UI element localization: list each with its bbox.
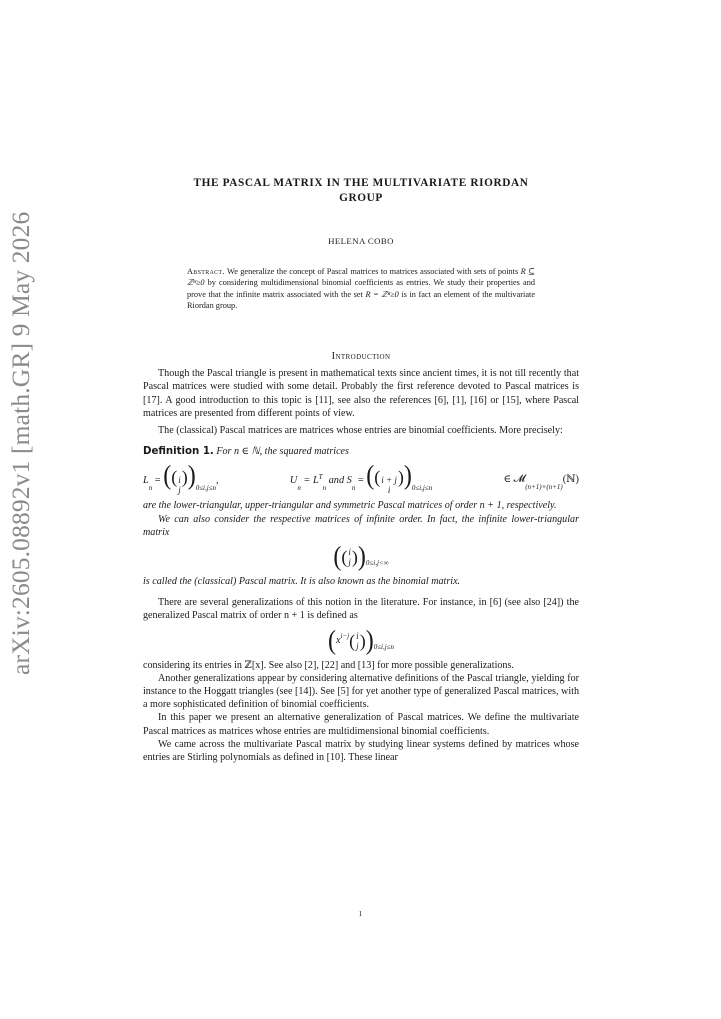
abstract-math-1: R ⊆ ℤⁿ≥0: [187, 267, 535, 288]
title-line-1: THE PASCAL MATRIX IN THE MULTIVARIATE RIORDAN: [193, 177, 529, 189]
abstract-text-3: is in fact an element of the multivariate Riordan group.: [187, 289, 535, 310]
paragraph-1: Though the Pascal triangle is present in mathematical texts since ancient times, it is not till recently that Pascal matrices were studied with some detail. Probably the first reference devoted to Pascal matrices is [17]. A good introduction to this topic is [11], see also the references [6], [1], [16] or [15], where Pascal matrices are presented from different points of view.: [143, 368, 579, 419]
abstract-text-1: We generalize the concept of Pascal matrices to matrices associated with sets of points: [227, 267, 519, 277]
after-formula-text: are the lower-triangular, upper-triangular and symmetric Pascal matrices of order n + 1, respectively.: [143, 500, 557, 512]
after-infinite-text: is called the (classical) Pascal matrix. It is also known as the binomial matrix.: [143, 576, 461, 588]
generalized-pascal-formula: ( x i−j ( i j ) ) 0≤i,j≤n: [327, 625, 395, 656]
paper-page: [143, 176, 579, 764]
definition-1: [143, 445, 579, 458]
abstract-math-2: R = ℤⁿ≥0: [365, 289, 399, 299]
author-name: HELENA COBO: [328, 236, 394, 246]
paragraph-4: There are several generalizations of this notion in the literature. For instance, in [6] (see also [24]) the generalized Pascal matrix of order n + 1 is defined as: [143, 597, 579, 622]
formula-member: ∈ 𝓜$_{(n+1)\times(n+1)}$(ℕ): [503, 473, 579, 491]
pascal-matrices-formula: [143, 461, 579, 496]
paragraph-3: We can also consider the respective matrices of infinite order. In fact, the infinite lower-triangular matrix: [143, 513, 579, 538]
section-heading-introduction: Introduction: [331, 351, 391, 363]
arxiv-identifier-stamp: arXiv:2605.08892v1 [math.GR] 9 May 2026: [6, 211, 35, 675]
definition-label: Definition 1.: [143, 446, 214, 458]
paragraph-6: Another generalizations appear by considering alternative definitions of the Pascal triangle, yielding for instance to the Hoggatt triangles (see [14]). See [5] for yet another type of generalized Pascal matrices, with a more sophisticated definition of binomial coefficients.: [143, 672, 579, 711]
formula-U: $U_n = L^T_n$ and $S_n$ = (( i + j i ))$_{0\le i,j\le n}$: [289, 461, 433, 496]
paragraph-7: In this paper we present an alternative generalization of Pascal matrices. We define the multivariate Pascal matrices as matrices whose entries are multidimensional binomial coefficients.: [143, 712, 579, 737]
infinite-pascal-formula: ( ( i j ) ) 0≤i,j<∞: [333, 542, 389, 572]
page-number: 1: [358, 909, 363, 918]
formula-L: $L_n$ = (( i j ))$_{0\le i,j\le n}$,: [143, 461, 219, 496]
paragraph-2: The (classical) Pascal matrices are matrices whose entries are binomial coefficients. More precisely:: [158, 425, 563, 437]
title-line-2: GROUP: [339, 192, 383, 204]
abstract-label: Abstract.: [187, 267, 225, 277]
abstract: [187, 266, 535, 311]
paragraph-5: considering its entries in ℤ[x]. See also [2], [22] and [13] for more possible generalizations.: [143, 659, 514, 671]
abstract-text-2: by considering multidimensional binomial coefficients as entries. We study their properties and prove that the infinite matrix associated with the set: [187, 278, 535, 299]
paragraph-8: We came across the multivariate Pascal matrix by studying linear systems defined by matrices whose entries are Stirling polynomials as defined in [10]. These linear: [143, 738, 579, 764]
definition-text: For n ∈ ℕ, the squared matrices: [216, 446, 349, 458]
paper-title: [143, 176, 579, 206]
